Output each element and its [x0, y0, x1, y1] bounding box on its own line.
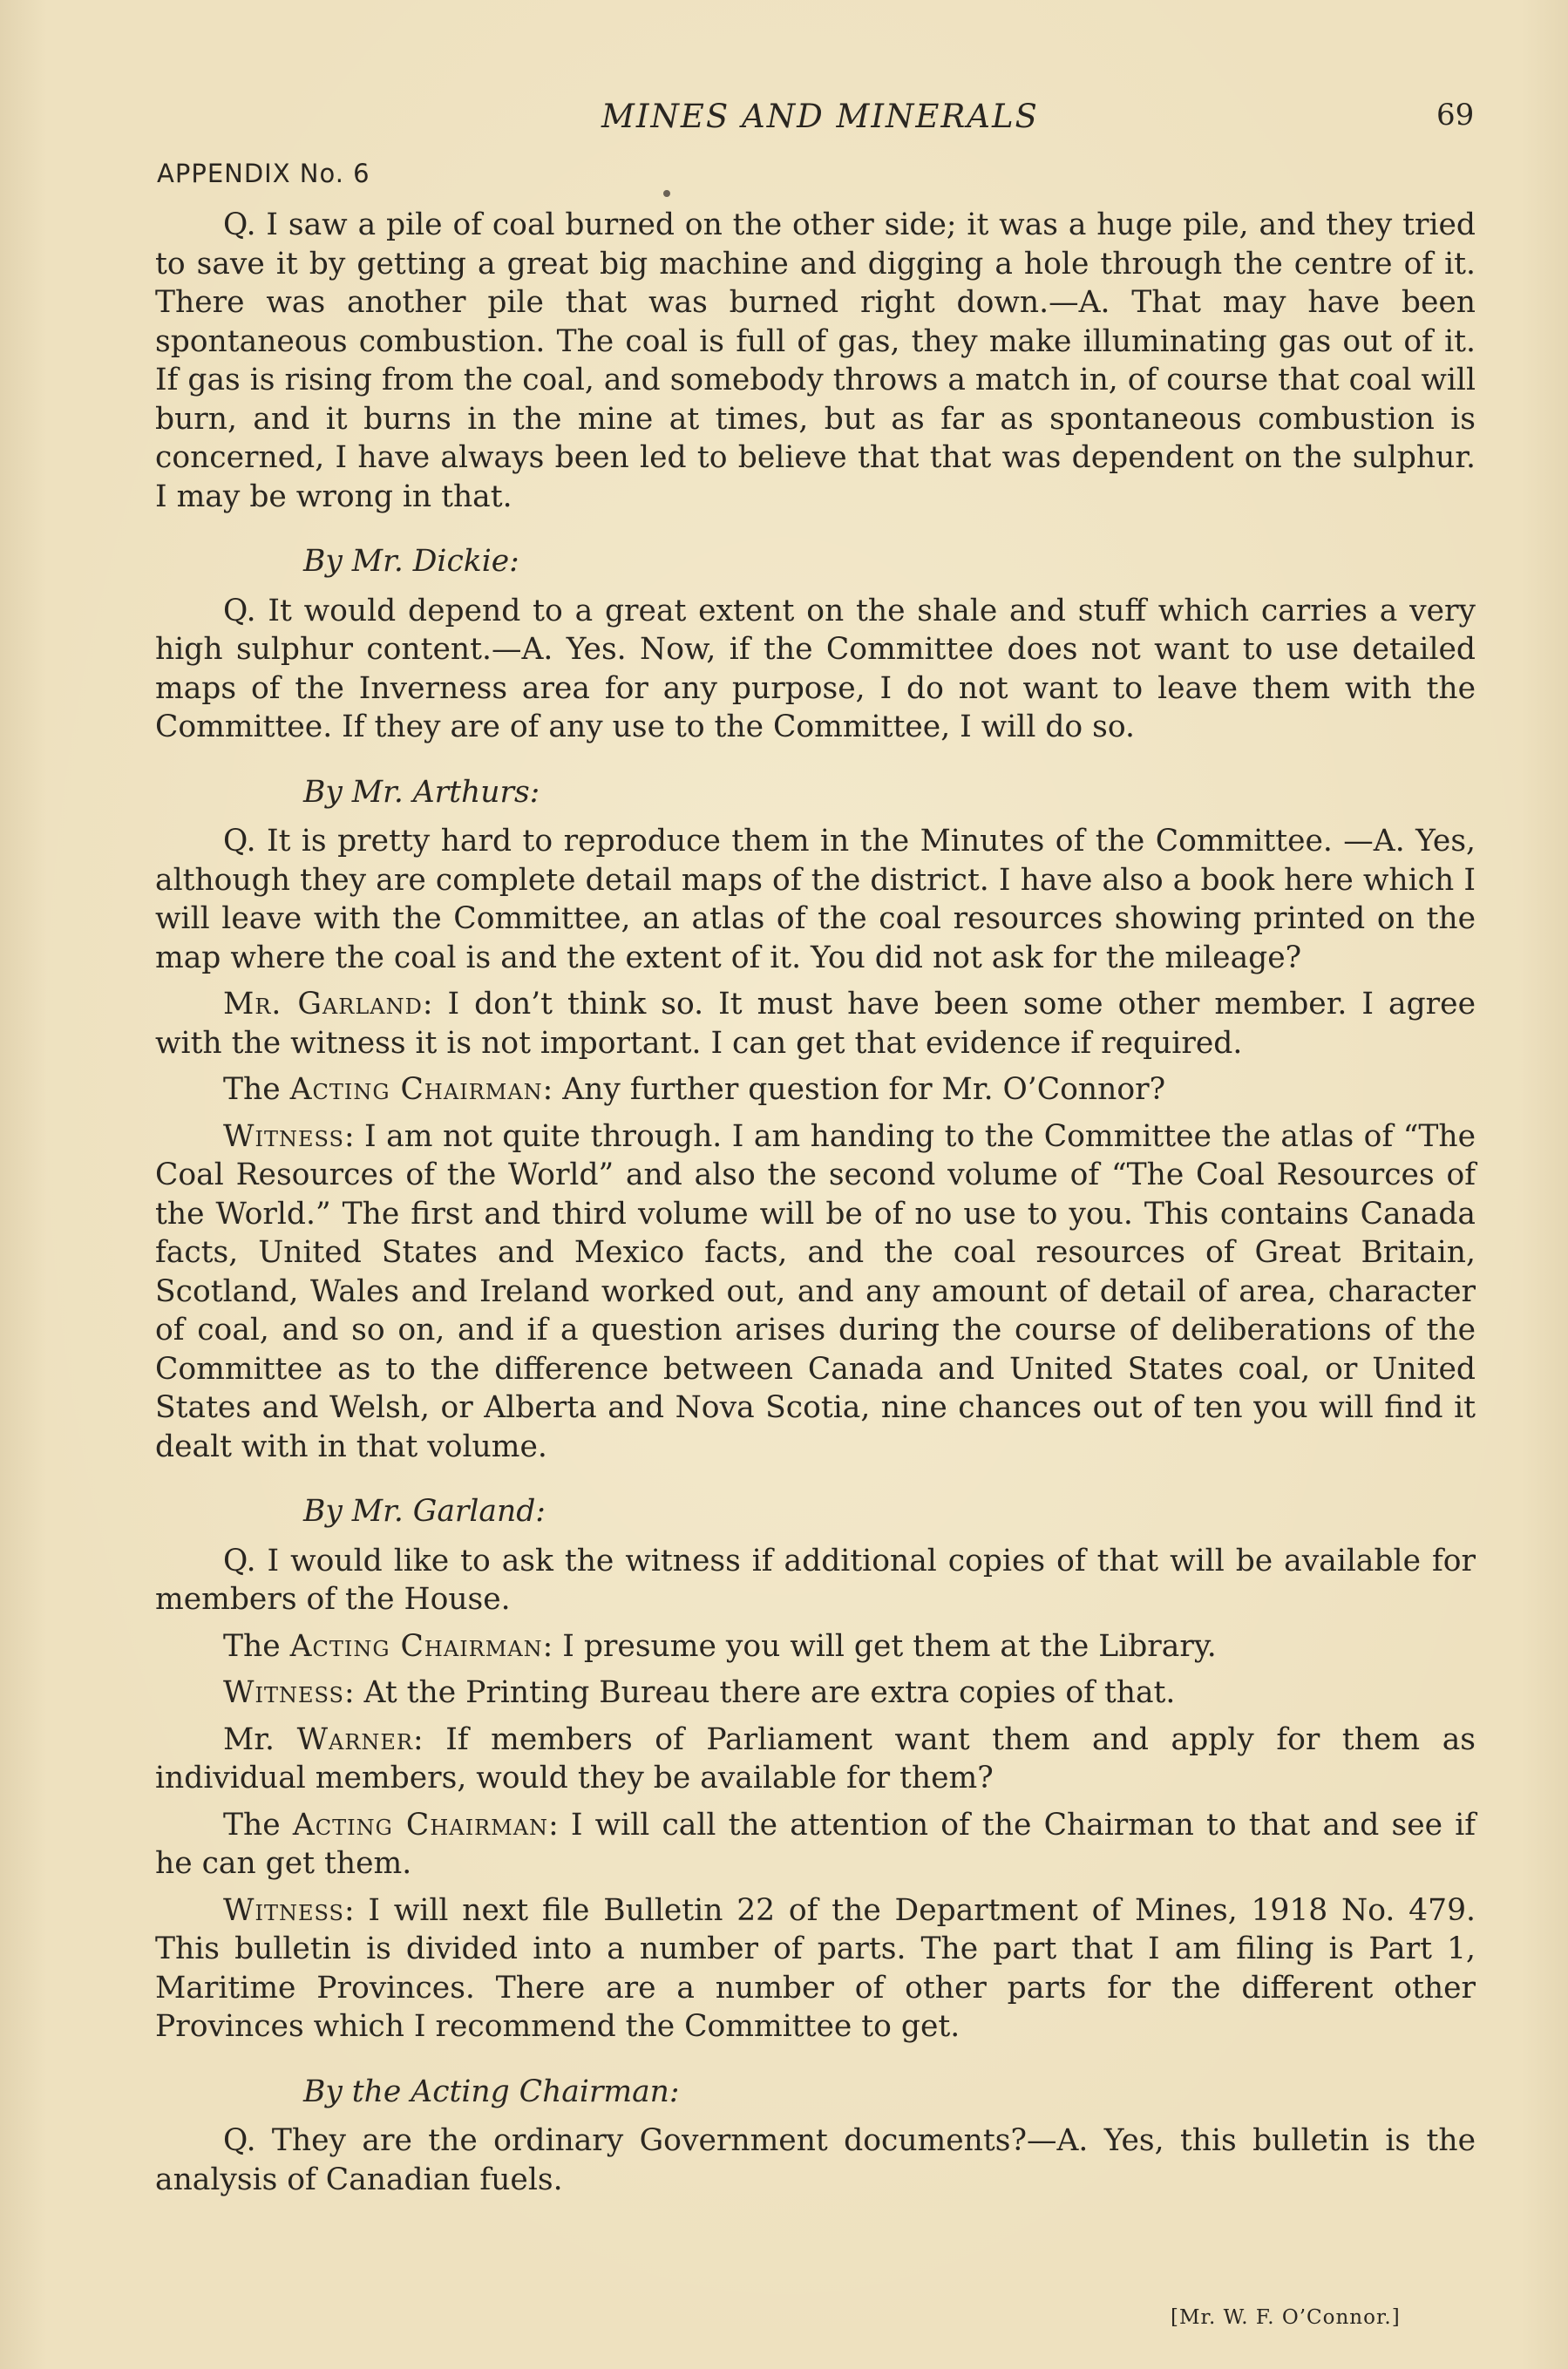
speaker-name: Witness	[223, 1892, 344, 1928]
speech-text: : I presume you will get them at the Library.	[542, 1628, 1217, 1664]
speech-text: : Any further question for Mr. O’Connor?	[542, 1072, 1166, 1107]
paragraph	[155, 1070, 1476, 1110]
speaker-name: Witness	[223, 1675, 344, 1710]
speaker-name: Acting Chairman	[292, 1807, 549, 1843]
examiner-heading: By Mr. Dickie:	[303, 544, 519, 579]
ink-dot	[663, 190, 670, 197]
speech-text: : I will call the attention of the Chairman to that and see if he can get them.	[155, 1807, 1476, 1881]
speech-text: : At the Printing Bureau there are extra copies of that.	[343, 1675, 1176, 1710]
body-text	[155, 206, 1476, 2207]
speaker-name: Mr. Garland	[223, 987, 423, 1022]
running-head	[0, 98, 1568, 146]
paragraph: Q. I would like to ask the witness if additional copies of that will be available for members of the House.	[155, 1543, 1476, 1617]
speaker-name: Acting Chairman	[289, 1628, 543, 1664]
speaker-name: Acting Chairman	[289, 1072, 543, 1107]
examiner-heading: By Mr. Arthurs:	[303, 774, 540, 810]
paragraph	[155, 1806, 1476, 1884]
appendix-label: APPENDIX No. 6	[157, 159, 370, 188]
speaker-prefix: Mr.	[223, 1721, 297, 1757]
speech-text: : I will next file Bulletin 22 of the Department of Mines, 1918 No. 479. This bulletin is divided into a number of parts. The part that I am filing is Part 1, Maritime Provinces. There are a number of other parts for the different other Provinces which I recommend the Committee to get.	[155, 1892, 1476, 2044]
paragraph: Q. It would depend to a great extent on the shale and stuff which carries a very high sulphur content.—A. Yes. Now, if the Committee does not want to use detailed maps of the Inverness area for any purpose, I do not want to leave them with the Committee. If they are of any use to the Committee, I will do so.	[155, 593, 1476, 744]
page-number: 69	[1436, 98, 1475, 132]
speaker-prefix: The	[223, 1807, 293, 1843]
speech-text: : I am not quite through. I am handing to the Committee the atlas of “The Coal Resources of the World” and also the second volume of “The Coal Resources of the World.” The first and third volume will be of no use to you. This contains Canada facts, United States and Mexico facts, and the coal resources of Great Britain, Scotland, Wales and Ireland worked out, and any amount of detail of area, character of coal, and so on, and if a question arises during the course of deliberations of the Committee as to the difference between Canada and United States coal, or United States and Welsh, or Alberta and Nova Scotia, nine chances out of ten you will find it dealt with in that volume.	[155, 1118, 1476, 1464]
paragraph	[155, 985, 1476, 1062]
paragraph	[155, 1627, 1476, 1666]
speaker-prefix: The	[223, 1628, 290, 1664]
examiner-heading: By the Acting Chairman:	[303, 2074, 680, 2109]
speaker-name: Witness	[223, 1118, 344, 1154]
paragraph	[155, 1891, 1476, 2047]
speaker-name: Warner	[296, 1721, 414, 1757]
paragraph: Q. I saw a pile of coal burned on the other side; it was a huge pile, and they tried to save it by getting a great big machine and digging a hole through the centre of it. There was another pile that was burned right down.—A. That may have been spontaneous combustion. The coal is full of gas, they make illuminating gas out of it. If gas is rising from the coal, and somebody throws a match in, of course that coal will burn, and it burns in the mine at times, but as far as spontaneous combustion is concerned, I have always been led to believe that that was dependent on the sulphur. I may be wrong in that.	[155, 207, 1476, 514]
paragraph: Q. It is pretty hard to reproduce them in the Minutes of the Committee. —A. Yes, although they are complete detail maps of the district. I have also a book here which I will leave with the Committee, an atlas of the coal resources showing printed on the map where the coal is and the extent of it. You did not ask for the mileage?	[155, 824, 1476, 975]
witness-tag: [Mr. W. F. O’Connor.]	[1171, 2306, 1401, 2329]
paragraph	[155, 1721, 1476, 1798]
speaker-prefix: The	[223, 1072, 290, 1107]
examiner-heading: By Mr. Garland:	[303, 1494, 546, 1529]
paragraph: Q. They are the ordinary Government documents?—A. Yes, this bulletin is the analysis of Canadian fuels.	[155, 2123, 1476, 2197]
running-title: MINES AND MINERALS	[601, 98, 1039, 135]
paragraph	[155, 1673, 1476, 1713]
speech-text: : If members of Parliament want them and apply for them as individual members, would they be available for them?	[155, 1721, 1476, 1795]
speech-text: : I don’t think so. It must have been some other member. I agree with the witness it is not important. I can get that evidence if required.	[155, 987, 1476, 1061]
paragraph	[155, 1117, 1476, 1467]
